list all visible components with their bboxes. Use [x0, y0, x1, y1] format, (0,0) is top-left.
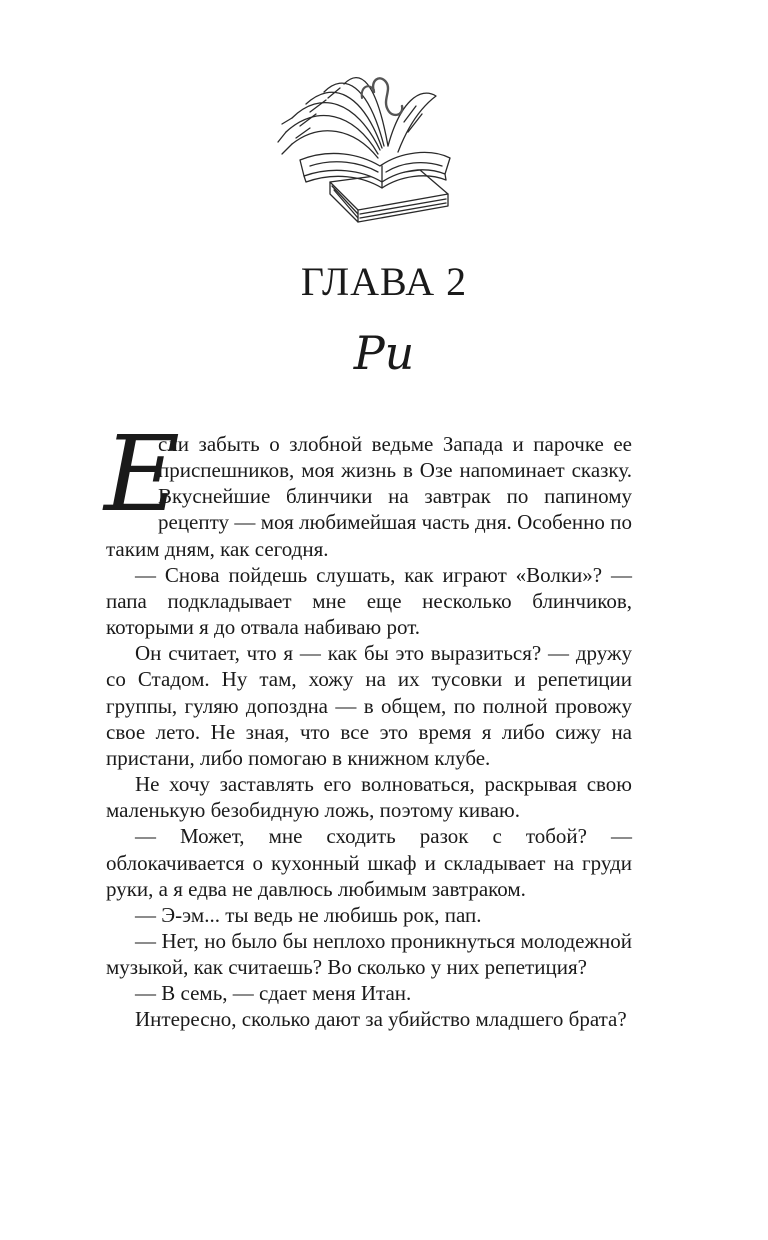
open-books-icon [270, 62, 460, 227]
chapter-heading: ГЛАВА 2 [300, 259, 468, 304]
chapter-title: Ри [353, 326, 415, 380]
paragraph [104, 413, 632, 562]
paragraph: Интересно, сколько дают за убийство младшего брата? [135, 1007, 627, 1032]
paragraph: — Э-эм... ты ведь не любишь рок, пап. [135, 902, 482, 927]
paragraph-text: сли забыть о злобной ведьме Запада и парочке ее приспешников, моя жизнь в Озе напоминает сказку. Вкуснейшие блинчики на завтрак по папиному рецепту — моя любимейшая часть дня. Особенно по таким дням, как сегодня. [106, 432, 632, 561]
paragraph: — Может, мне сходить разок с тобой? — облокачивается о кухонный шкаф и складывает на груди руки, а я едва не давлюсь любимым завтраком. [106, 824, 632, 901]
paragraph: Не хочу заставлять его волноваться, раскрывая свою маленькую безобидную ложь, поэтому киваю. [106, 772, 632, 823]
paragraph: — Снова пойдешь слушать, как играют «Волки»? — папа подкладывает мне еще несколько блинчиков, которыми я до отвала набиваю рот. [106, 562, 632, 640]
chapter-body [104, 413, 632, 1033]
paragraph: Он считает, что я — как бы это выразиться? — дружу со Стадом. Ну там, хожу на их тусовки и репетиции группы, гуляю допоздна — в общем, по полной провожу свое лето. Не зная, что все это время я либо сижу на пристани, либо помогаю в книжном клубе. [106, 641, 632, 770]
paragraph: — Нет, но было бы неплохо проникнуться молодежной музыкой, как считаешь? Во сколько у них репетиция? [106, 928, 632, 980]
drop-cap: Е [104, 413, 180, 535]
paragraph: — В семь, — сдает меня Итан. [135, 981, 412, 1006]
